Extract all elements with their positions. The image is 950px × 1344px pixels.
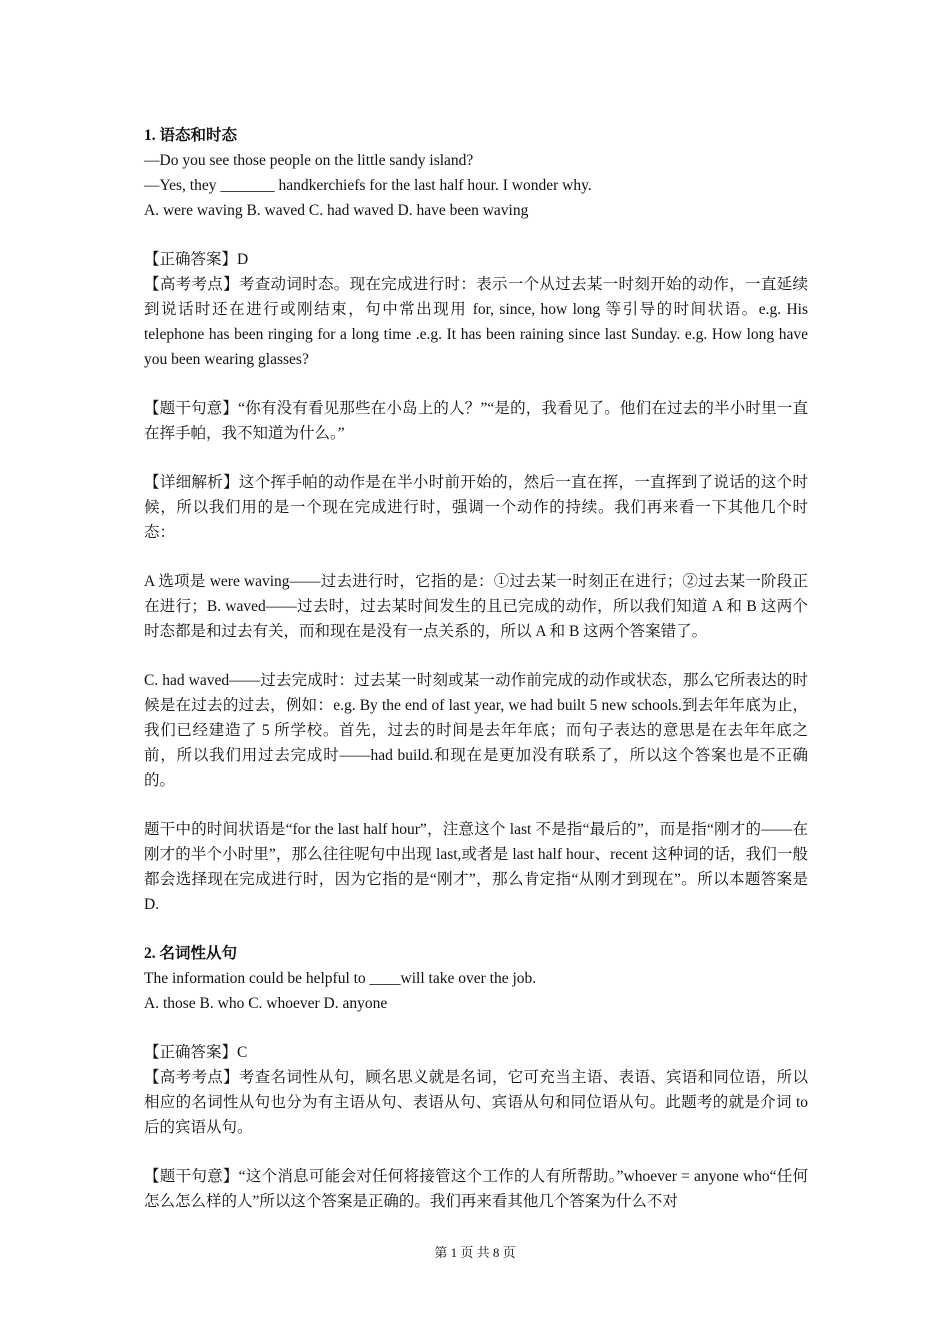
question-1-option-ab-analysis: A 选项是 were waving——过去进行时，它指的是：①过去某一时刻正在进行；②过去某一阶段正在进行；B. waved——过去时，过去某时间发生的且已完成的动作，所以我们知道 A 和 B 这两个时态都是和过去有关，而和现在是没有一点关系的，所以 A 和 B 这两个答案错了。 [144, 573, 808, 640]
question-1-option-c-analysis: C. had waved——过去完成时：过去某一时刻或某一动作前完成的动作或状态，那么它所表达的时候是在过去的过去，例如：e.g. By the end of last year, we had built 5 new schools.到去年年底为止，我们已经建造了 5 所学校。首先，过去的时间是去年年底；而句子表达的意思是在去年年底之前，所以我们用过去完成时——had build.和现在是更加没有联系了，所以这个答案也是不正确的。 [144, 672, 808, 789]
question-1-exam-point: 【高考考点】考查动词时态。现在完成进行时：表示一个从过去某一时刻开始的动作，一直延续到说话时还在进行或刚结束，句中常出现用 for, since, how long 等引导的时间状语。e.g. His telephone has been ringing for a long time .e.g. It has been raining since last Sunday. e.g. How long have you been wearing glasses? [144, 276, 808, 368]
question-1-conclusion: 题干中的时间状语是“for the last half hour”，注意这个 last 不是指“最后的”，而是指“刚才的——在刚才的半个小时里”，那么往往呢句中出现 last,或者是 last half hour、recent 这种词的话，我们一般都会选择现在完成进行时，因为它指的是“刚才”，那么肯定指“从刚才到现在”。所以本题答案是 D. [144, 821, 808, 913]
spacer [144, 1016, 808, 1040]
spacer [144, 917, 808, 941]
spacer [144, 372, 808, 396]
spacer [144, 545, 808, 569]
question-1-dialogue-line-1: —Do you see those people on the little sandy island? [144, 152, 474, 169]
question-1-sentence-meaning: 【题干句意】“你有没有看见那些在小岛上的人？”“是的，我看见了。他们在过去的半小时里一直在挥手帕，我不知道为什么。” [144, 400, 808, 442]
spacer [144, 446, 808, 470]
question-2-answer: 【正确答案】C [144, 1044, 248, 1061]
question-1-detailed-analysis: 【详细解析】这个挥手帕的动作是在半小时前开始的，然后一直在挥，一直挥到了说话的这个时候，所以我们用的是一个现在完成进行时，强调一个动作的持续。我们再来看一下其他几个时态： [144, 474, 808, 541]
question-1-heading: 1. 语态和时态 [144, 127, 238, 144]
page-footer: 第 1 页 共 8 页 [434, 1245, 516, 1260]
question-2-options: A. those B. who C. whoever D. anyone [144, 995, 388, 1012]
question-2-exam-point: 【高考考点】考查名词性从句，顾名思义就是名词，它可充当主语、表语、宾语和同位语，所以相应的名词性从句也分为有主语从句、表语从句、宾语从句和同位语从句。此题考的就是介词 to 后的宾语从句。 [144, 1069, 808, 1136]
spacer [144, 223, 808, 247]
question-2-stem: The information could be helpful to ____will take over the job. [144, 970, 537, 987]
spacer [144, 793, 808, 817]
spacer [144, 1140, 808, 1164]
question-2-sentence-meaning: 【题干句意】“这个消息可能会对任何将接管这个工作的人有所帮助。”whoever = anyone who“任何怎么怎么样的人”所以这个答案是正确的。我们再来看其他几个答案为什么不对 [144, 1168, 808, 1210]
question-1-options: A. were waving B. waved C. had waved D. have been waving [144, 202, 529, 219]
question-2-heading: 2. 名词性从句 [144, 945, 238, 962]
spacer [144, 644, 808, 668]
question-1-answer: 【正确答案】D [144, 251, 249, 268]
page-content [144, 123, 808, 1214]
question-1-dialogue-line-2: —Yes, they _______ handkerchiefs for the last half hour. I wonder why. [144, 177, 592, 194]
